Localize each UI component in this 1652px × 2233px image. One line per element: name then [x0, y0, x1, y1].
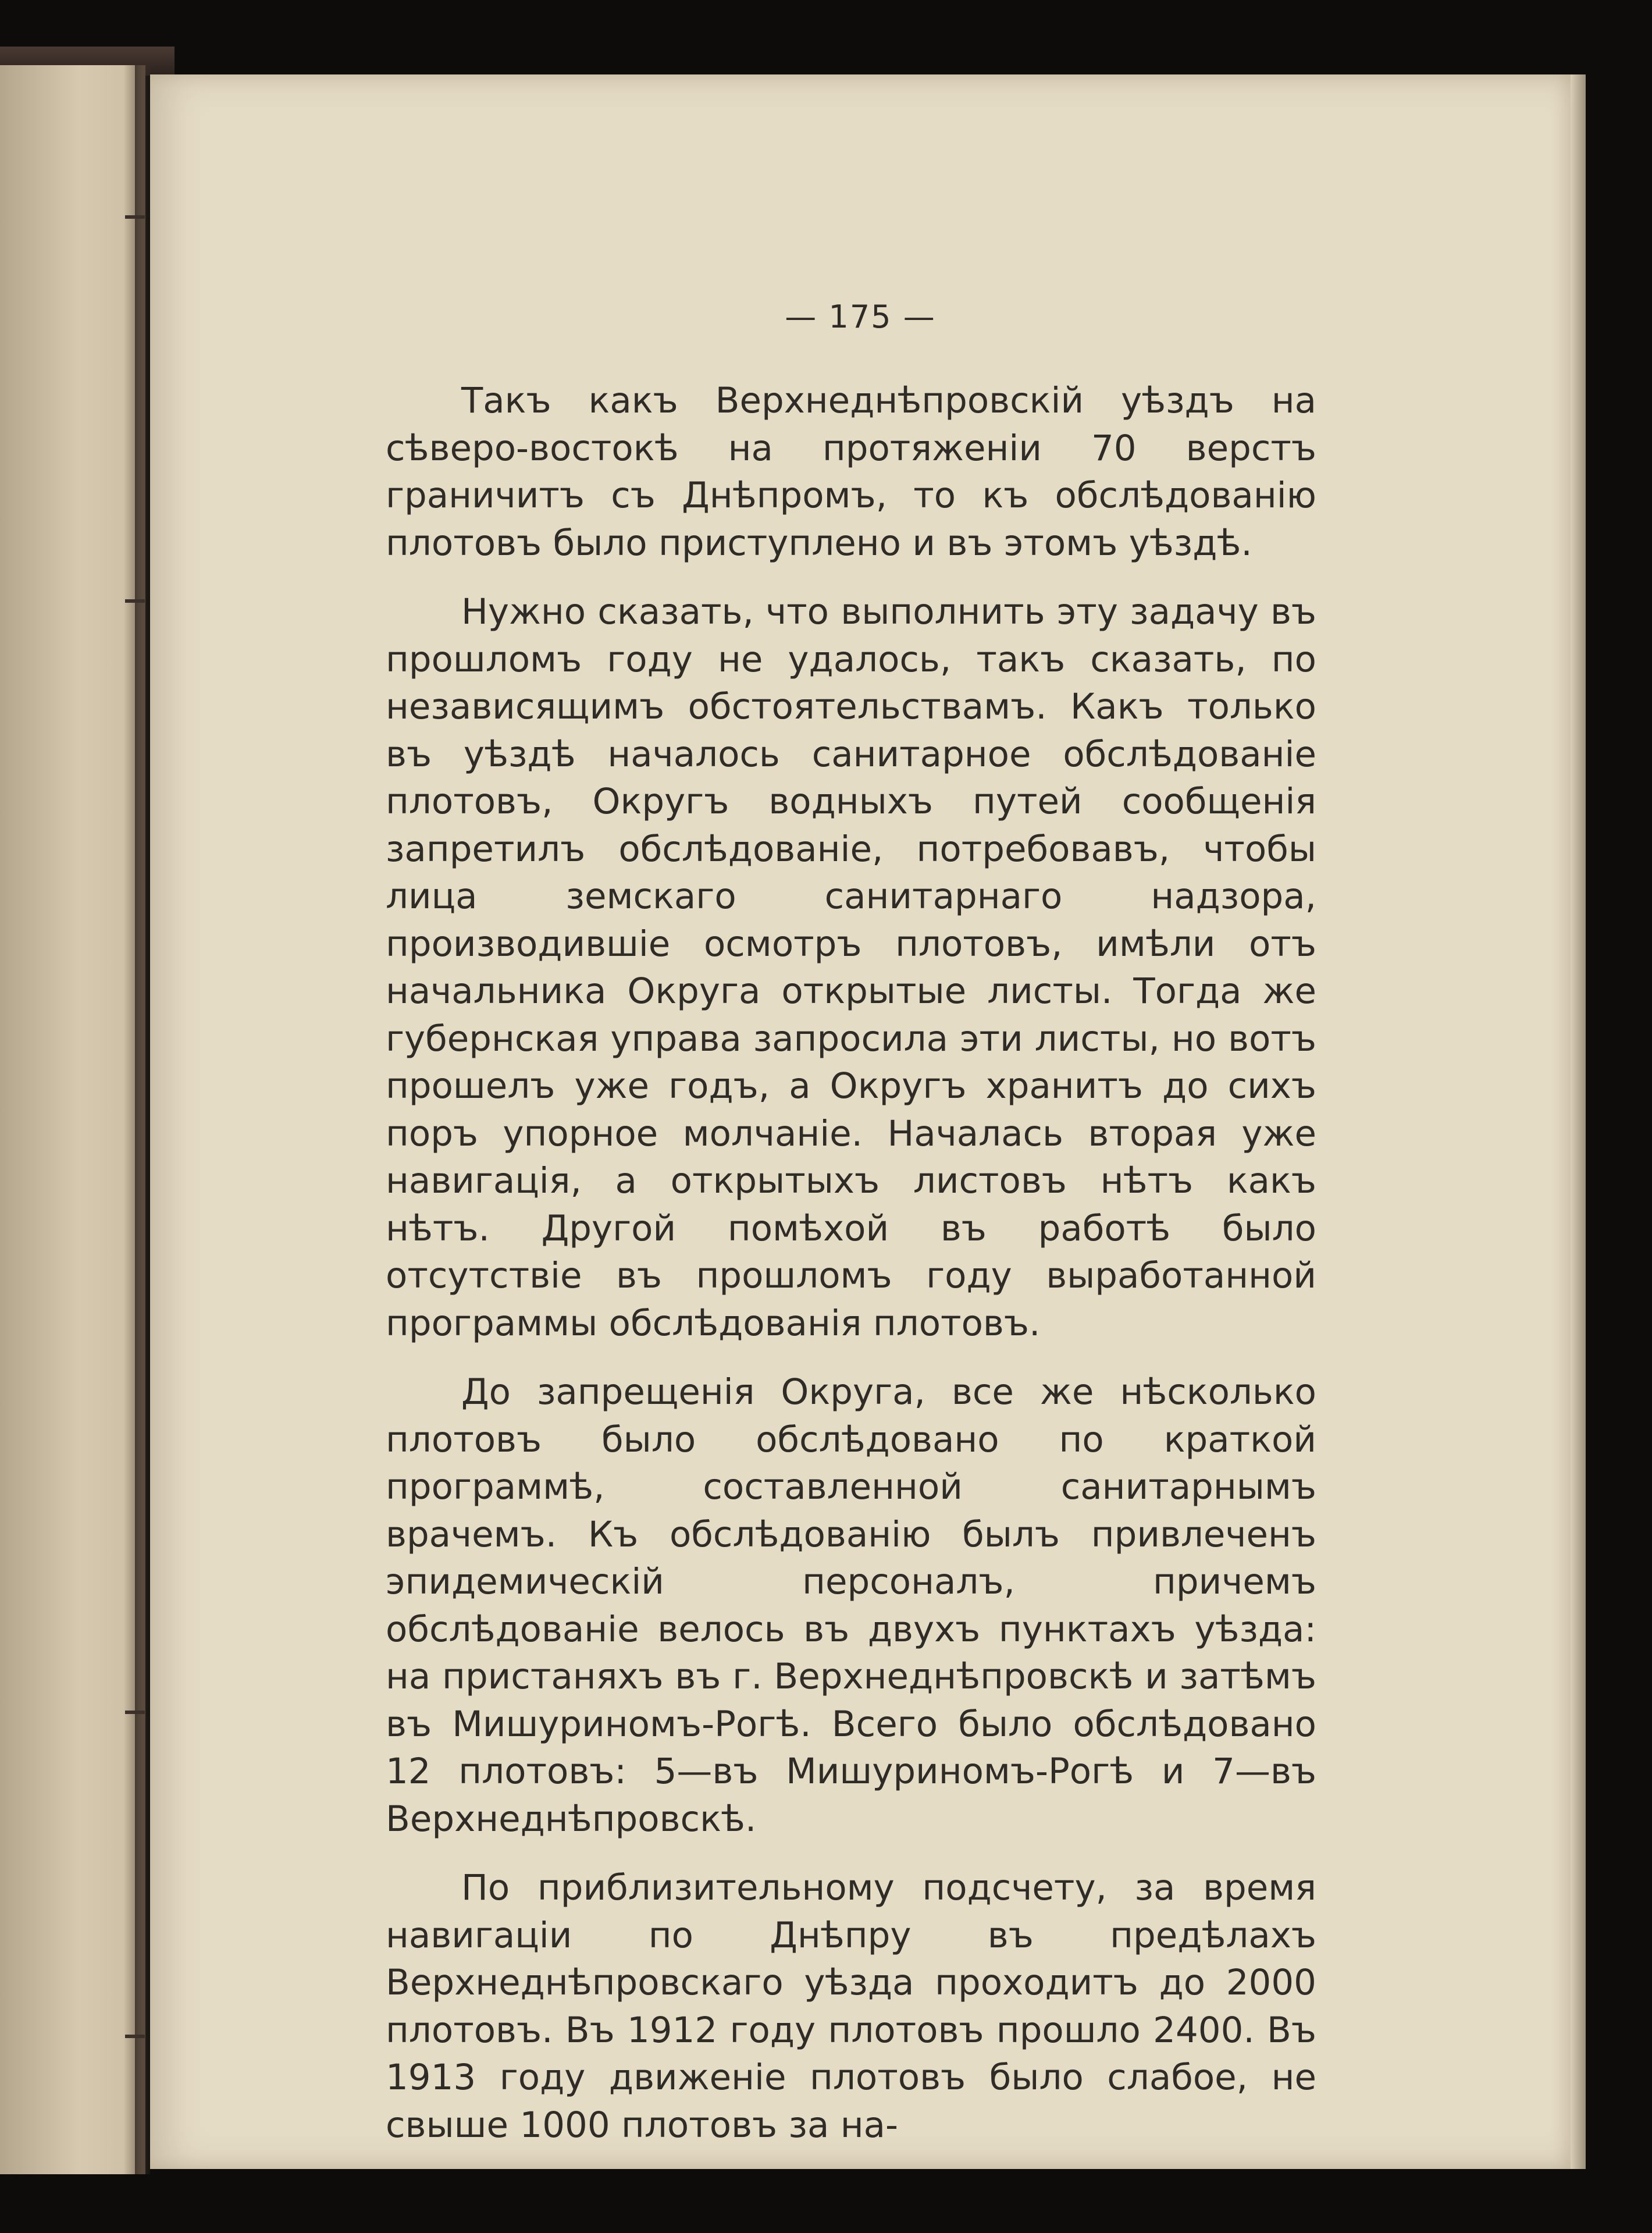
book-page: [150, 74, 1571, 2169]
right-page-edge: [1571, 74, 1586, 2169]
page-number: — 175 —: [785, 298, 936, 335]
paragraph-1: Такъ какъ Верхнеднѣпровскій уѣздъ на сѣверо-востокѣ на протяженіи 70 верстъ граничитъ съ Днѣпромъ, то къ обслѣдованію плотовъ было приступлено и въ этомъ уѣздѣ.: [386, 380, 1316, 564]
paragraph-3: До запрещенія Округа, все же нѣсколько плотовъ было обслѣдовано по краткой программѣ, составленной санитарнымъ врачемъ. Къ обслѣдованію былъ привлеченъ эпидемическій персоналъ, причемъ обслѣдованіе велось въ двухъ пунктахъ уѣзда: на пристаняхъ въ г. Верхнеднѣпровскѣ и затѣмъ въ Мишуриномъ-Рогѣ. Всего было обслѣдовано 12 плотовъ: 5—въ Мишуриномъ-Рогѣ и 7—въ Верхнеднѣпровскѣ.: [386, 1371, 1316, 1840]
gutter-mark: [125, 599, 145, 603]
page-body: [386, 377, 1316, 2149]
gutter-shadow: [135, 65, 150, 2174]
paragraph-4: По приблизительному подсчету, за время навигаціи по Днѣпру въ предѣлахъ Верхнеднѣпровскаго уѣзда проходитъ до 2000 плотовъ. Въ 1912 году плотовъ прошло 2400. Въ 1913 году движеніе плотовъ было слабое, не свыше 1000 плотовъ за на-: [386, 1867, 1316, 2146]
gutter-mark: [125, 215, 145, 219]
gutter-mark: [125, 2035, 145, 2038]
gutter-mark: [125, 1711, 145, 1714]
paragraph-2: Нужно сказать, что выполнить эту задачу въ прошломъ году не удалось, такъ сказать, по независящимъ обстоятельствамъ. Какъ только въ уѣздѣ началось санитарное обслѣдованіе плотовъ, Округъ водныхъ путей сообщенія запретилъ обслѣдованіе, потребовавъ, чтобы лица земскаго санитарнаго надзора, производившіе осмотръ плотовъ, имѣли отъ начальника Округа открытые листы. Тогда же губернская управа запросила эти листы, но вотъ прошелъ уже годъ, а Округъ хранитъ до сихъ поръ упорное молчаніе. Началась вторая уже навигація, а открытыхъ листовъ нѣтъ какъ нѣтъ. Другой помѣхой въ работѣ было отсутствіе въ прошломъ году выработанной программы обслѣдованія плотовъ.: [386, 591, 1316, 1344]
left-page-edge: [0, 65, 145, 2174]
